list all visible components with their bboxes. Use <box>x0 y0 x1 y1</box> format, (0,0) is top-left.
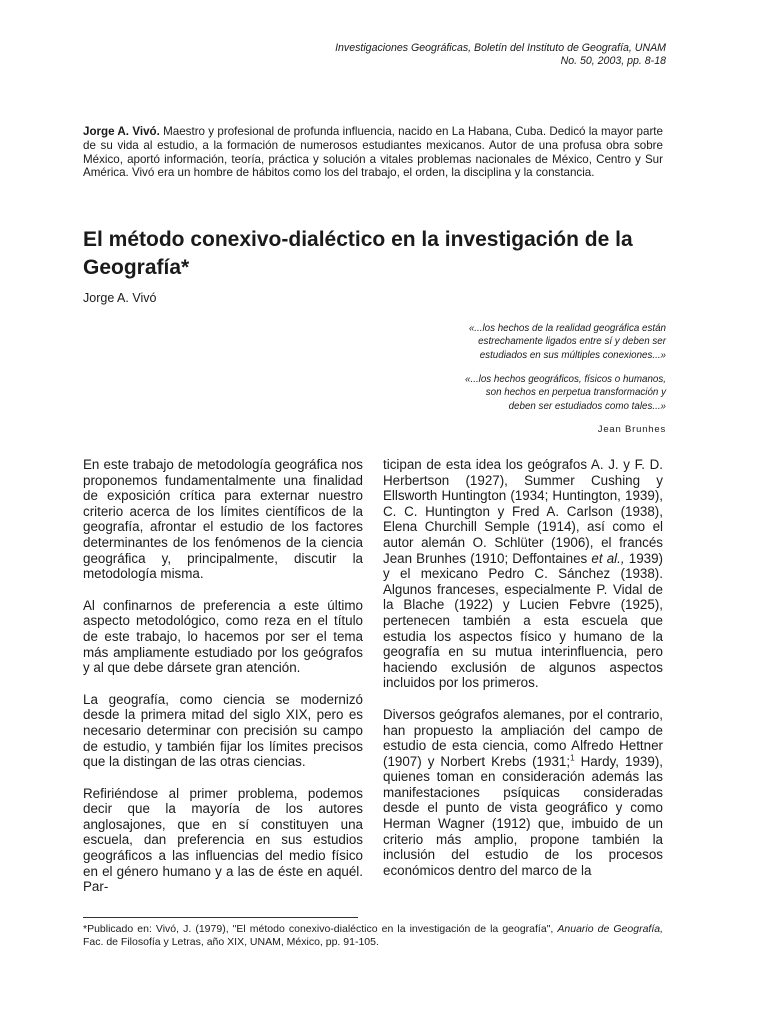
footnote-text: Fac. de Filosofía y Letras, año XIX, UNAM, México, pp. 91-105. <box>83 936 379 949</box>
paragraph: Al confinarnos de preferencia a este último aspecto metodológico, como reza en el título de este trabajo, lo hacemos por ser el tema más ampliamente estudiado por los geógrafos y al que debe dársete gran atención. <box>83 597 363 676</box>
paragraph-text: ticipan de esta idea los geógrafos A. J. y F. D. Herbertson (1927), Summer Cushing y Ellsworth Huntington (1934; Huntington, 1939), C. C. Huntington y Fred A. Carlson (1938), Elena Churchill Semple (1914), así como el autor alemán O. Schlüter (1906), el francés Jean Brunhes (1910; Deffontaines <box>383 457 663 566</box>
footnote-text: *Publicado en: Vivó, J. (1979), "El método conexivo-dialéctico en la investigación de la geografía", <box>83 923 554 935</box>
et-al: et al., <box>591 550 625 566</box>
article-title: El método conexivo-dialéctico en la investigación de la Geografía* <box>83 228 633 279</box>
journal-name: Investigaciones Geográficas, Boletín del Instituto de Geografía, UNAM <box>335 42 666 54</box>
paragraph <box>383 707 663 879</box>
issue-info: No. 50, 2003, pp. 8-18 <box>560 55 666 67</box>
epigraph-quote-2 <box>465 373 666 413</box>
running-header <box>335 42 666 68</box>
epigraph-line: estrechamente ligados entre sí y deben ser <box>478 336 666 348</box>
article-author: Jorge A. Vivó <box>83 291 157 305</box>
body-column-left <box>83 457 363 911</box>
epigraph-line: «...los hechos geográficos, físicos o humanos, <box>465 374 666 385</box>
epigraph-line: deben ser estudiados como tales...» <box>508 400 666 412</box>
paragraph: En este trabajo de metodología geográfica nos proponemos fundamentalmente una finalidad de exposición crítica para externar nuestro criterio acerca de los límites científicos de la geografía, afrontar el estudio de los factores determinantes de los fenómenos de la ciencia geográfica y, principalmente, discutir la metodología misma. <box>83 457 363 582</box>
paragraph-text: Hardy, 1939), quienes toman en consideración además las manifestaciones psíquicas consideradas desde el punto de vista geográfico y como Herman Wagner (1912) que, imbuido de un criterio más amplio, propone también la inclusión del estudio de los procesos económicos dentro del marco de la <box>383 753 663 878</box>
author-bio <box>83 125 663 180</box>
paragraph: Refiriéndose al primer problema, podemos decir que la mayoría de los autores anglosajones, que en sí constituyen una escuela, dan preferencia en sus estudios geográficos a las influencias del medio físico en el género humano y a las de éste en aquél. Par- <box>83 785 363 895</box>
paragraph: La geografía, como ciencia se modernizó desde la primera mitad del siglo XIX, pero es necesario determinar con precisión su campo de estudio, y también fijar los límites precisos que la distingan de las otras ciencias. <box>83 691 363 770</box>
epigraph-source: Jean Brunhes <box>597 424 666 435</box>
footnote-journal: Anuario de Geografía, <box>557 923 664 935</box>
paragraph-text: 1939) y el mexicano Pedro C. Sánchez (1938). Algunos franceses, especialmente P. Vidal de la Blache (1922) y Lucien Febvre (1925), pertenecen también a esta escuela que estudia los aspectos físico y humano de la geografía en su mutua interinfluencia, pero haciendo exclusión de algunos aspectos incluidos por los primeros. <box>383 550 663 691</box>
epigraph-line: estudiados en sus múltiples conexiones...» <box>479 349 666 361</box>
epigraph-line: son hechos en perpetua transformación y <box>485 387 666 399</box>
epigraph-line: «...los hechos de la realidad geográfica están <box>468 323 666 334</box>
footnote-divider <box>83 917 358 918</box>
footnote <box>83 923 663 949</box>
bio-text: Maestro y profesional de profunda influencia, nacido en La Habana, Cuba. Dedicó la mayor parte de su vida al estudio, a la formación de numerosos estudiantes mexicanos. Autor de una profusa obra sobre México, aportó información, teoría, práctica y solución a vitales problemas nacionales de México, Centro y Sur América. Vivó era un hombre de hábitos como los del trabajo, el orden, la disciplina y la constancia. <box>83 125 663 180</box>
paragraph-text: Diversos geógrafos alemanes, por el contrario, han propuesto la ampliación del campo de estudio de esta ciencia, como Alfredo Hettner (1907) y Norbert Krebs (1931; <box>383 706 663 769</box>
epigraph-quote-1 <box>469 322 666 362</box>
bio-name: Jorge A. Vivó. <box>83 125 160 138</box>
paragraph <box>383 457 663 691</box>
footnote-ref: 1 <box>570 753 575 763</box>
body-column-right <box>383 457 663 894</box>
